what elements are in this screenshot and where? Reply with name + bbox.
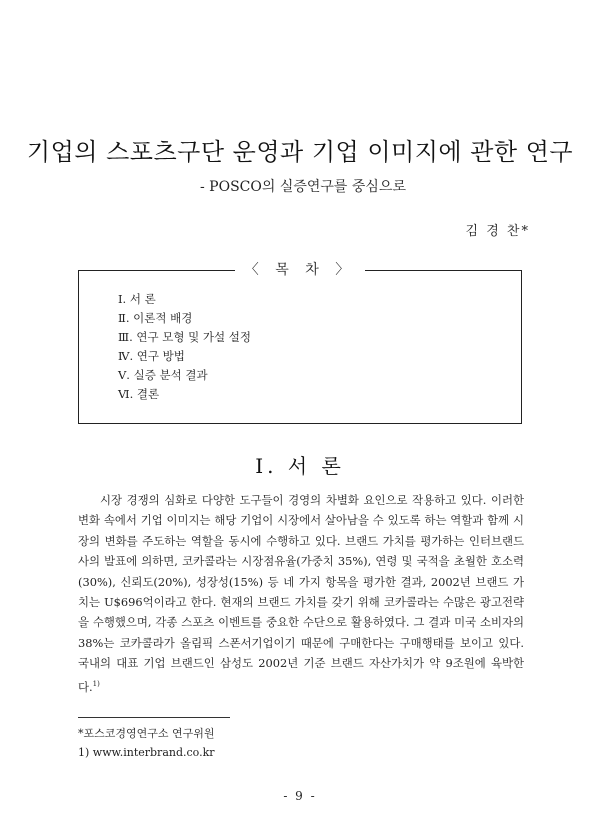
footnote-author-affiliation: *포스코경영연구소 연구위원 — [78, 727, 215, 740]
toc-item: Ⅲ. 연구 모형 및 가설 설정 — [118, 330, 252, 344]
toc-heading-label: 〈 목 차 〉 — [235, 262, 365, 278]
intro-paragraph — [78, 490, 524, 697]
paragraph-text: 시장 경쟁의 심화로 다양한 도구들이 경영의 차별화 요인으로 작용하고 있다. 이러한 변화 속에서 기업 이미지는 해당 기업이 시장에서 살아남을 수 있도록 하는 역할과 함께 시장의 변화를 주도하는 역할을 동시에 수행하고 있다. 브랜드 가치를 평가하는 인터브랜드사의 발표에 의하면, 코카콜라는 시장점유율(가중치 35%), 연령 및 국적을 초월한 호소력(30%), 신뢰도(20%), 성장성(15%) 등 네 가지 항목을 평가한 결과, 2002년 브랜드 가치는 U$696억이라고 한다. 현재의 브랜드 가치를 갖기 위해 코카콜라는 수많은 광고전략을 수행했으며, 각종 스포츠 이벤트를 중요한 수단으로 활용하였다. 그 결과 미국 소비자의 38%는 코카콜라가 올림픽 스폰서기업이기 때문에 구매한다는 구매행태를 보이고 있다. 국내의 대표 기업 브랜드인 삼성도 2002년 기준 브랜드 자산가치가 약 9조원에 육박한다. — [78, 493, 524, 694]
toc-list — [118, 290, 251, 404]
toc-item: Ⅴ. 실증 분석 결과 — [118, 368, 208, 382]
paper-title: 기업의 스포츠구단 운영과 기업 이미지에 관한 연구 — [26, 138, 574, 166]
toc-heading — [0, 259, 600, 279]
author-name: 김 경 찬* — [465, 224, 530, 239]
footnote-source: 1) www.interbrand.co.kr — [78, 746, 215, 759]
footnotes — [78, 724, 215, 762]
footnote-divider — [78, 717, 230, 718]
footnote-reference: 1) — [92, 679, 100, 688]
toc-item: Ⅱ. 이론적 배경 — [118, 311, 193, 325]
toc-item: Ⅵ. 결론 — [118, 387, 160, 401]
toc-item: Ⅰ. 서 론 — [118, 292, 156, 306]
section-heading: Ⅰ. 서 론 — [255, 454, 345, 478]
page-number: - 9 - — [283, 789, 317, 803]
paper-subtitle: - POSCO의 실증연구를 중심으로 — [200, 179, 406, 195]
toc-item: Ⅳ. 연구 방법 — [118, 349, 185, 363]
